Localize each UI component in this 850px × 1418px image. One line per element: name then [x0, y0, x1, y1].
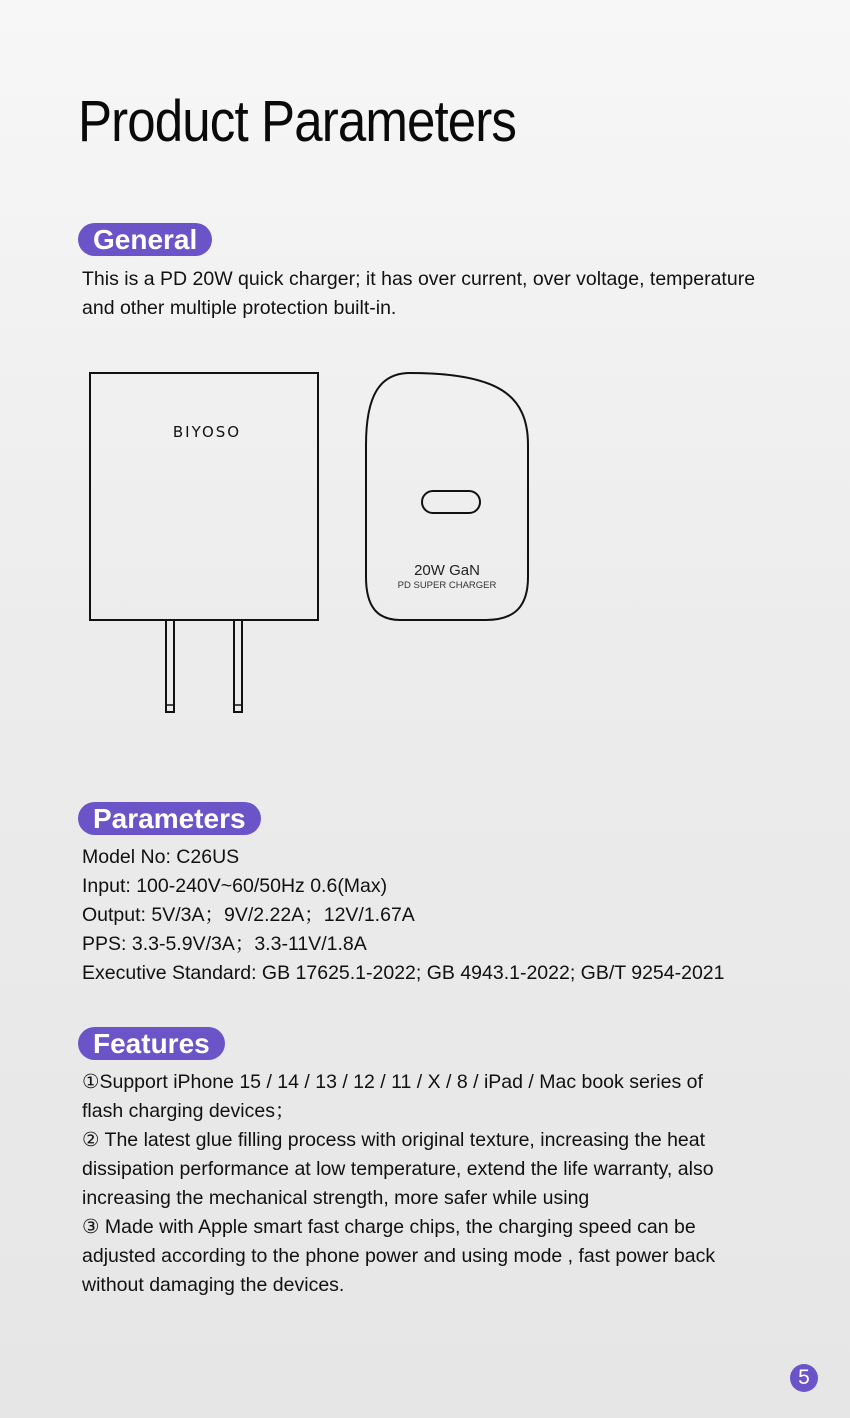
feature-line: ①Support iPhone 15 / 14 / 13 / 12 / 11 / X / 8 / iPad / Mac book series of — [82, 1071, 703, 1093]
parameter-line: PPS: 3.3-5.9V/3A；3.3-11V/1.8A — [82, 933, 367, 955]
charger-label-main: 20W GaN — [414, 562, 480, 579]
parameter-line: Executive Standard: GB 17625.1-2022; GB 4943.1-2022; GB/T 9254-2021 — [82, 962, 725, 984]
features-section-label: Features — [78, 1027, 225, 1060]
feature-line: increasing the mechanical strength, more safer while using — [82, 1187, 590, 1209]
parameters-list — [82, 843, 725, 988]
parameters-section-label: Parameters — [78, 802, 261, 835]
general-line: This is a PD 20W quick charger; it has over current, over voltage, temperature — [82, 268, 756, 290]
feature-line: without damaging the devices. — [82, 1274, 345, 1296]
feature-line: flash charging devices； — [82, 1100, 295, 1122]
feature-line: adjusted according to the phone power and using mode , fast power back — [82, 1245, 716, 1267]
general-line: and other multiple protection built-in. — [82, 297, 397, 319]
parameter-line: Input: 100-240V~60/50Hz 0.6(Max) — [82, 875, 388, 897]
plug-prong-left — [166, 620, 174, 712]
usb-c-port — [422, 491, 480, 513]
charger-illustration — [80, 365, 540, 725]
charger-label-sub: PD SUPER CHARGER — [397, 580, 497, 591]
parameter-line: Output: 5V/3A；9V/2.22A；12V/1.67A — [82, 904, 415, 926]
features-list — [82, 1068, 715, 1300]
page-title: Product Parameters — [78, 89, 517, 154]
general-description — [82, 265, 755, 323]
page-number: 5 — [790, 1364, 818, 1392]
charger-body-outline — [90, 373, 318, 620]
feature-line: dissipation performance at low temperature, extend the life warranty, also — [82, 1158, 714, 1180]
feature-line: ③ Made with Apple smart fast charge chips, the charging speed can be — [82, 1216, 696, 1238]
general-section-label: General — [78, 223, 212, 256]
plug-prong-right — [234, 620, 242, 712]
feature-line: ② The latest glue filling process with original texture, increasing the heat — [82, 1129, 706, 1151]
brand-logo: BIYOSO — [172, 423, 242, 441]
parameter-line: Model No: C26US — [82, 846, 240, 868]
